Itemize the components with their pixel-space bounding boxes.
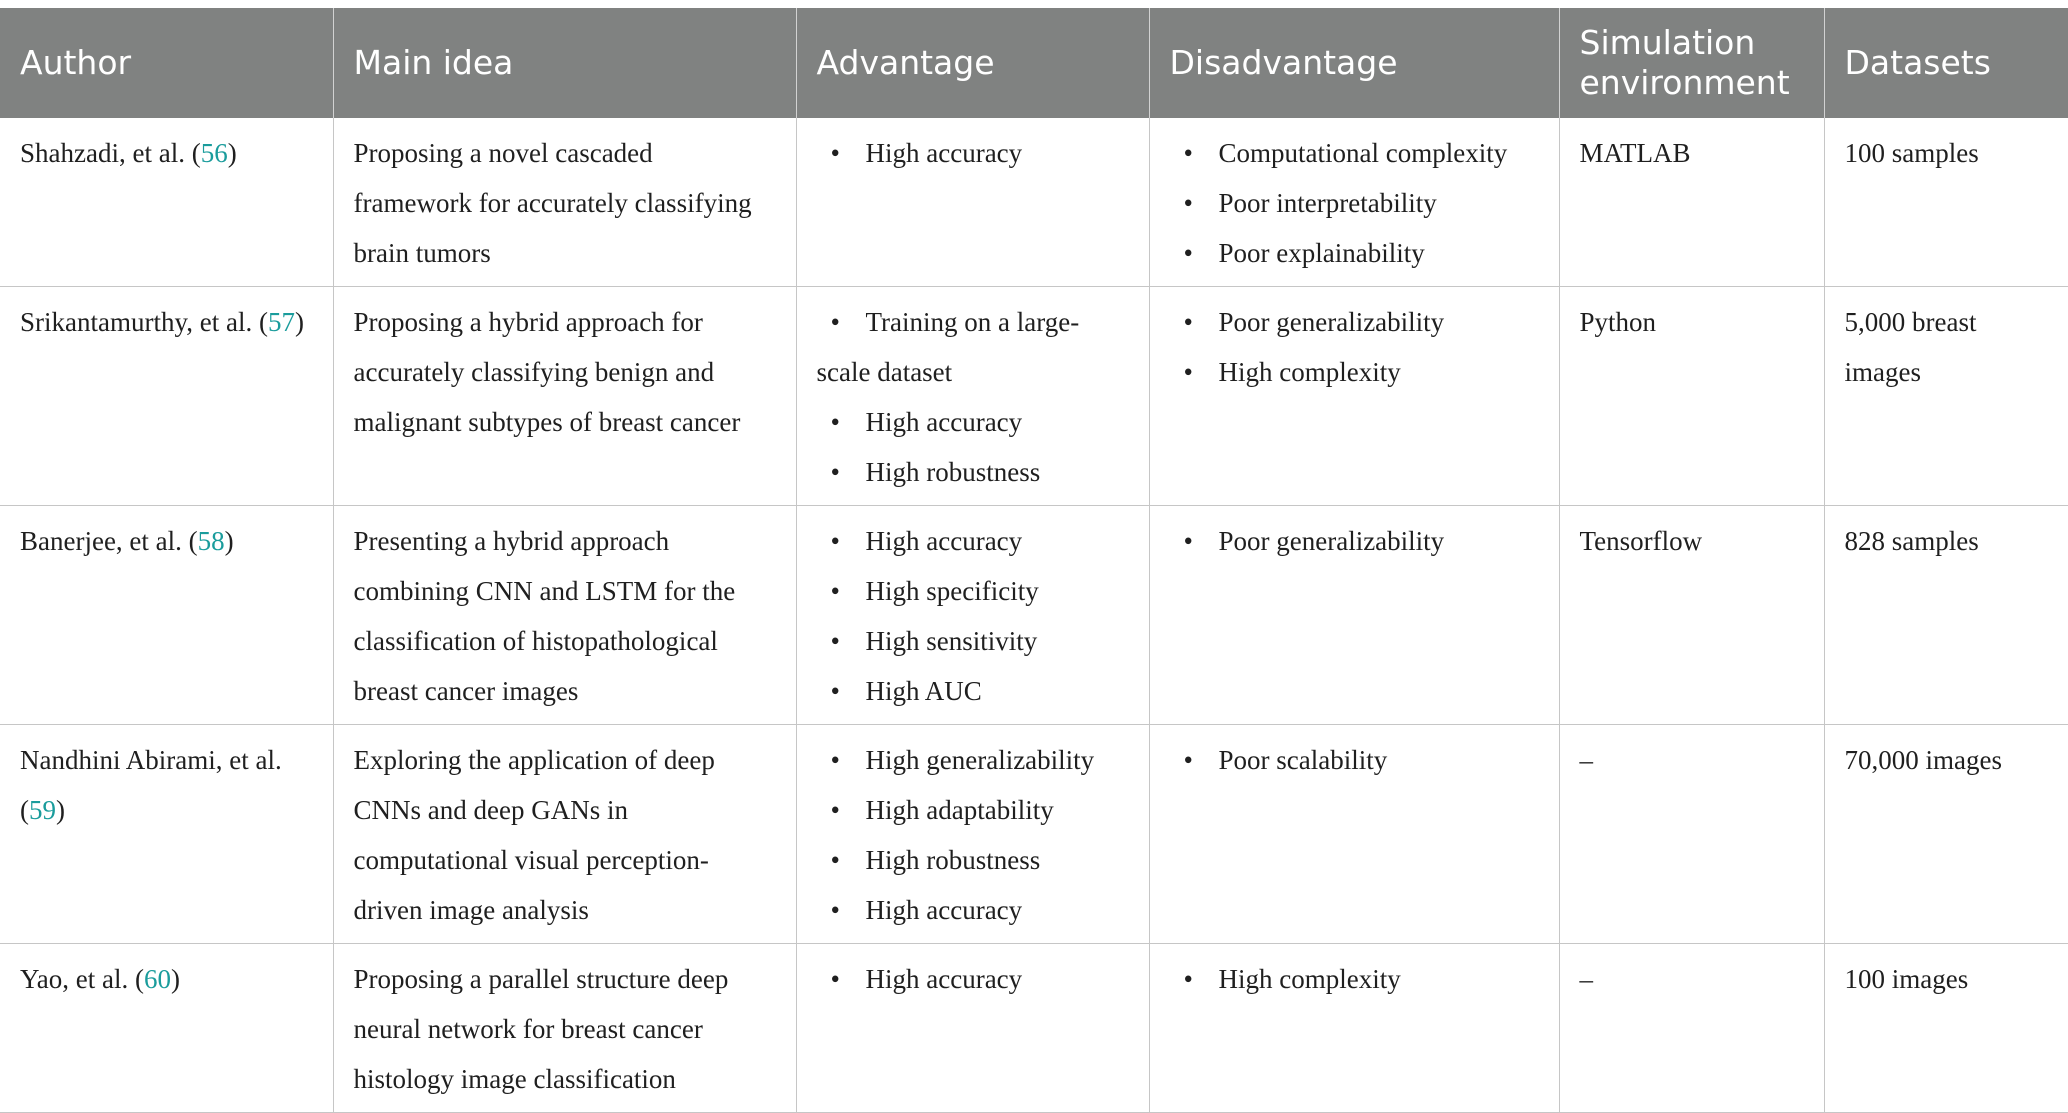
simulation-environment-cell: – xyxy=(1559,944,1824,1113)
main-idea-cell: Proposing a hybrid approach for accurately classifying benign and malignant subtypes of breast cancer xyxy=(333,287,796,506)
simulation-environment-cell: Python xyxy=(1559,287,1824,506)
datasets-cell: 70,000 images xyxy=(1824,725,2068,944)
advantage-cell xyxy=(796,287,1149,506)
author-name: Yao, et al. xyxy=(20,964,129,994)
reference-link[interactable]: 59 xyxy=(29,795,56,825)
table-row xyxy=(0,506,2068,725)
advantage-cell xyxy=(796,118,1149,287)
table-body xyxy=(0,118,2068,1113)
advantage-list xyxy=(817,516,1129,716)
disadvantage-list xyxy=(1170,516,1539,566)
disadvantage-list xyxy=(1170,128,1539,278)
table-row xyxy=(0,287,2068,506)
advantage-list xyxy=(817,297,1129,497)
disadvantage-item: • Poor interpretability xyxy=(1170,178,1539,228)
disadvantage-list xyxy=(1170,297,1539,397)
datasets-cell: 100 images xyxy=(1824,944,2068,1113)
reference-link[interactable]: 60 xyxy=(144,964,172,994)
advantage-item: • High robustness xyxy=(817,447,1129,497)
author-cell: Yao, et al. (60) xyxy=(0,944,333,1113)
disadvantage-cell xyxy=(1149,725,1559,944)
disadvantage-item: • Poor explainability xyxy=(1170,228,1539,278)
advantage-cell xyxy=(796,506,1149,725)
advantage-list xyxy=(817,735,1129,935)
comparison-table-container xyxy=(0,8,2068,1113)
advantage-item: • High adaptability xyxy=(817,785,1129,835)
reference-link[interactable]: 56 xyxy=(200,138,228,168)
header-datasets: Datasets xyxy=(1824,8,2068,118)
reference-link[interactable]: 58 xyxy=(197,526,225,556)
header-author: Author xyxy=(0,8,333,118)
comparison-table xyxy=(0,8,2068,1113)
main-idea-cell: Presenting a hybrid approach combining CNN and LSTM for the classification of histopathological breast cancer images xyxy=(333,506,796,725)
advantage-item: • High accuracy xyxy=(817,954,1129,1004)
advantage-item: • Training on a large-scale dataset xyxy=(817,297,1129,397)
reference-link[interactable]: 57 xyxy=(267,307,295,337)
disadvantage-cell xyxy=(1149,287,1559,506)
datasets-cell: 5,000 breast images xyxy=(1824,287,2068,506)
table-row xyxy=(0,725,2068,944)
simulation-environment-cell: Tensorflow xyxy=(1559,506,1824,725)
disadvantage-item: • High complexity xyxy=(1170,347,1539,397)
advantage-item: • High accuracy xyxy=(817,516,1129,566)
advantage-item: • High robustness xyxy=(817,835,1129,885)
author-cell: Nandhini Abirami, et al. (59) xyxy=(0,725,333,944)
header-disadvantage: Disadvantage xyxy=(1149,8,1559,118)
advantage-cell xyxy=(796,944,1149,1113)
author-name: Srikantamurthy, et al. xyxy=(20,307,253,337)
main-idea-cell: Exploring the application of deep CNNs and deep GANs in computational visual perception-driven image analysis xyxy=(333,725,796,944)
disadvantage-item: • Poor scalability xyxy=(1170,735,1539,785)
author-name: Nandhini Abirami, et al. xyxy=(20,745,282,775)
disadvantage-cell xyxy=(1149,506,1559,725)
header-simulation-environment: Simulation environment xyxy=(1559,8,1824,118)
advantage-cell xyxy=(796,725,1149,944)
table-row xyxy=(0,118,2068,287)
main-idea-cell: Proposing a parallel structure deep neural network for breast cancer histology image classification xyxy=(333,944,796,1113)
main-idea-cell: Proposing a novel cascaded framework for accurately classifying brain tumors xyxy=(333,118,796,287)
advantage-item: • High accuracy xyxy=(817,885,1129,935)
disadvantage-cell xyxy=(1149,944,1559,1113)
author-cell: Banerjee, et al. (58) xyxy=(0,506,333,725)
disadvantage-list xyxy=(1170,735,1539,785)
author-cell: Shahzadi, et al. (56) xyxy=(0,118,333,287)
disadvantage-cell xyxy=(1149,118,1559,287)
disadvantage-item: • Computational complexity xyxy=(1170,128,1539,178)
header-advantage: Advantage xyxy=(796,8,1149,118)
advantage-item: • High sensitivity xyxy=(817,616,1129,666)
author-cell: Srikantamurthy, et al. (57) xyxy=(0,287,333,506)
disadvantage-list xyxy=(1170,954,1539,1004)
table-row xyxy=(0,944,2068,1113)
advantage-item: • High accuracy xyxy=(817,128,1129,178)
advantage-list xyxy=(817,954,1129,1004)
advantage-list xyxy=(817,128,1129,178)
disadvantage-item: • Poor generalizability xyxy=(1170,297,1539,347)
disadvantage-item: • High complexity xyxy=(1170,954,1539,1004)
advantage-item: • High generalizability xyxy=(817,735,1129,785)
simulation-environment-cell: – xyxy=(1559,725,1824,944)
datasets-cell: 828 samples xyxy=(1824,506,2068,725)
advantage-item: • High AUC xyxy=(817,666,1129,716)
simulation-environment-cell: MATLAB xyxy=(1559,118,1824,287)
header-main-idea: Main idea xyxy=(333,8,796,118)
header-row xyxy=(0,8,2068,118)
disadvantage-item: • Poor generalizability xyxy=(1170,516,1539,566)
datasets-cell: 100 samples xyxy=(1824,118,2068,287)
table-header xyxy=(0,8,2068,118)
advantage-item: • High accuracy xyxy=(817,397,1129,447)
author-name: Banerjee, et al. xyxy=(20,526,182,556)
advantage-item: • High specificity xyxy=(817,566,1129,616)
author-name: Shahzadi, et al. xyxy=(20,138,185,168)
